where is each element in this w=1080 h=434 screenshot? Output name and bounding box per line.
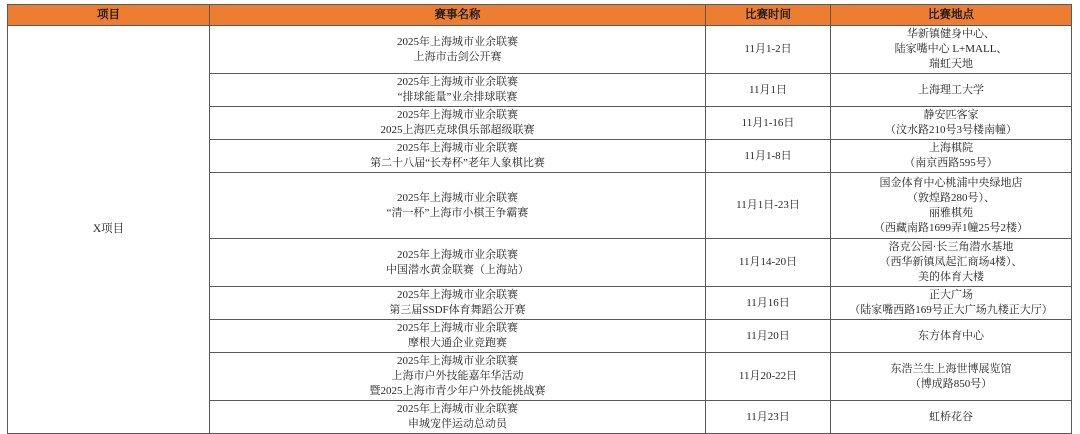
event-name-line: “排球能量”业余排球联赛 [397, 91, 518, 103]
location-cell [831, 173, 1072, 239]
event-name-line: 第三届SSDF体育舞蹈公开赛 [389, 304, 526, 316]
time-cell: 11月23日 [706, 401, 831, 434]
location-line: （汶水路210号3号楼南幢） [885, 124, 1017, 136]
location-line: 东浩兰生上海世博展览馆 [890, 362, 1012, 375]
event-name-cell [210, 140, 706, 173]
location-cell [831, 401, 1072, 434]
event-name-line: 2025年上海城市业余联赛 [397, 322, 518, 334]
time-cell: 11月1-16日 [706, 107, 831, 140]
events-schedule-table [7, 4, 1072, 434]
location-line: 华新镇健身中心、 [907, 28, 995, 40]
event-name-line: 上海市击剑公开赛 [413, 50, 502, 63]
time-cell: 11月14-20日 [706, 239, 831, 287]
header-event-name: 赛事名称 [210, 5, 706, 26]
location-line: （博成路850号） [909, 377, 993, 390]
time-cell: 11月1-2日 [706, 26, 831, 74]
event-name-line: 2025上海匹克球俱乐部超级联赛 [380, 124, 535, 136]
event-name-line: 2025年上海城市业余联赛 [397, 142, 518, 154]
event-name-line: 2025年上海城市业余联赛 [397, 289, 518, 301]
event-name-line: 第二十八届“长寿杯”老年人象棋比赛 [370, 157, 545, 169]
event-name-line: “清一杯”上海市小棋王争霸赛 [386, 206, 529, 219]
event-name-cell [210, 26, 706, 74]
location-cell [831, 287, 1072, 320]
event-name-line: 摩根大通企业竞跑赛 [408, 337, 507, 349]
location-cell [831, 320, 1072, 353]
event-name-line: 2025年上海城市业余联赛 [397, 109, 518, 121]
location-cell [831, 26, 1072, 74]
header-location: 比赛地点 [831, 5, 1072, 26]
location-cell [831, 140, 1072, 173]
location-cell [831, 74, 1072, 107]
project-cell: X项目 [8, 26, 210, 434]
location-line: 上海棋院 [929, 142, 973, 154]
location-line: 虹桥花谷 [929, 410, 973, 423]
event-name-line: 2025年上海城市业余联赛 [397, 403, 518, 415]
time-cell: 11月16日 [706, 287, 831, 320]
event-name-cell [210, 320, 706, 353]
event-name-cell [210, 107, 706, 140]
location-cell [831, 239, 1072, 287]
time-cell: 11月1日-23日 [706, 173, 831, 239]
location-line: 静安匹客家 [923, 109, 979, 121]
event-name-cell [210, 74, 706, 107]
time-cell: 11月20日 [706, 320, 831, 353]
event-name-line: 中国潜水黄金联赛（上海站） [386, 263, 529, 276]
location-line: 国金体育中心桃浦中央绿地店 [879, 176, 1023, 189]
location-cell [831, 353, 1072, 401]
event-name-line: 2025年上海城市业余联赛 [397, 76, 518, 88]
time-cell: 11月20-22日 [706, 353, 831, 401]
event-name-line: 上海市户外技能嘉年华活动 [391, 370, 524, 382]
event-name-cell [210, 239, 706, 287]
event-name-line: 申城宠伴运动总动员 [408, 418, 507, 430]
header-project: 项目 [8, 5, 210, 26]
location-line: （南京西路595号） [904, 157, 998, 169]
location-line: （西华新镇凤起汇商场4楼）、 [879, 256, 1023, 268]
event-name-line: 2025年上海城市业余联赛 [397, 35, 518, 48]
event-name-line: 2025年上海城市业余联赛 [397, 248, 518, 261]
event-row [8, 26, 1072, 74]
location-line: 瑞虹天地 [929, 58, 973, 70]
location-line: 上海理工大学 [918, 83, 984, 96]
event-name-line: 2025年上海城市业余联赛 [397, 191, 518, 204]
event-name-line: 2025年上海城市业余联赛 [397, 355, 518, 367]
location-line: （西藏南路1699弄1幢25号2楼） [874, 221, 1028, 234]
location-line: 陆家嘴中心 L+MALL、 [894, 43, 1008, 55]
event-name-cell [210, 287, 706, 320]
location-line: 丽雅棋苑 [929, 206, 973, 219]
header-time: 比赛时间 [706, 5, 831, 26]
event-name-line: 暨2025上海市青少年户外技能挑战赛 [369, 385, 546, 397]
location-line: （敦煌路280号）、 [907, 191, 995, 204]
event-name-cell [210, 173, 706, 239]
time-cell: 11月1日 [706, 74, 831, 107]
location-line: 正大广场 [929, 289, 973, 301]
event-name-cell [210, 353, 706, 401]
location-cell [831, 107, 1072, 140]
location-line: 洛克公园·长三角潜水基地 [888, 241, 1014, 253]
location-line: 美的体育大楼 [918, 271, 984, 283]
location-line: 东方体育中心 [918, 329, 984, 342]
time-cell: 11月1-8日 [706, 140, 831, 173]
header-row [8, 5, 1072, 26]
event-name-cell [210, 401, 706, 434]
location-line: （陆家嘴西路169号正大广场九楼正大厅） [849, 304, 1053, 316]
